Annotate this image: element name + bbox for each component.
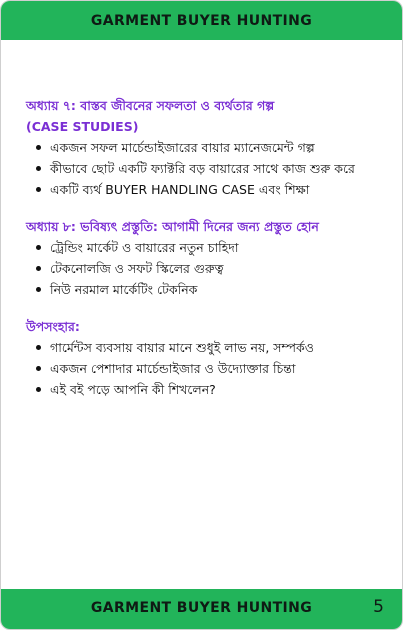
footer-band (1, 589, 402, 629)
header-title: GARMENT BUYER HUNTING (90, 12, 313, 29)
footer-title: GARMENT BUYER HUNTING (90, 600, 313, 616)
header-band (1, 1, 402, 40)
conclusion-heading: উপসংহার: (26, 319, 80, 334)
list-item: গার্মেন্টস ব্যবসায় বায়ার মানে শুধুই লাভ নয়, সম্পর্কও (26, 337, 386, 358)
conclusion-list (26, 337, 386, 400)
chapter-7-list (26, 137, 386, 200)
list-item: এই বই পড়ে আপনি কী শিখলেন? (26, 379, 386, 400)
section-conclusion (26, 316, 386, 400)
list-item: নিউ নরমাল মার্কেটিং টেকনিক (26, 279, 386, 300)
chapter-8-heading: অধ্যায় ৮: ভবিষ্যৎ প্রস্তুতি: আগামী দিনের জন্য প্রস্তুত হোন (26, 219, 319, 234)
list-item: টেকনোলজি ও সফট স্কিলের গুরুত্ব (26, 258, 386, 279)
page-number: 5 (373, 597, 384, 617)
chapter-8-list (26, 237, 386, 300)
chapter-7-heading: অধ্যায় ৭: বাস্তব জীবনের সফলতা ও ব্যর্থতার গল্প (26, 98, 275, 113)
chapter-7-subheading: (CASE STUDIES) (26, 119, 139, 134)
section-chapter-8 (26, 216, 386, 300)
list-item: ট্রেন্ডিং মার্কেট ও বায়ারের নতুন চাহিদা (26, 237, 386, 258)
list-item: একটি ব্যর্থ BUYER HANDLING CASE এবং শিক্ষা (26, 179, 386, 200)
section-chapter-7 (26, 95, 386, 200)
list-item: একজন পেশাদার মার্চেন্ডাইজার ও উদ্যোক্তার চিন্তা (26, 358, 386, 379)
list-item: একজন সফল মার্চেন্ডাইজারের বায়ার ম্যানেজমেন্ট গল্প (26, 137, 386, 158)
toc-content (26, 95, 386, 416)
list-item: কীভাবে ছোট একটি ফ্যাক্টরি বড় বায়ারের সাথে কাজ শুরু করে (26, 158, 386, 179)
